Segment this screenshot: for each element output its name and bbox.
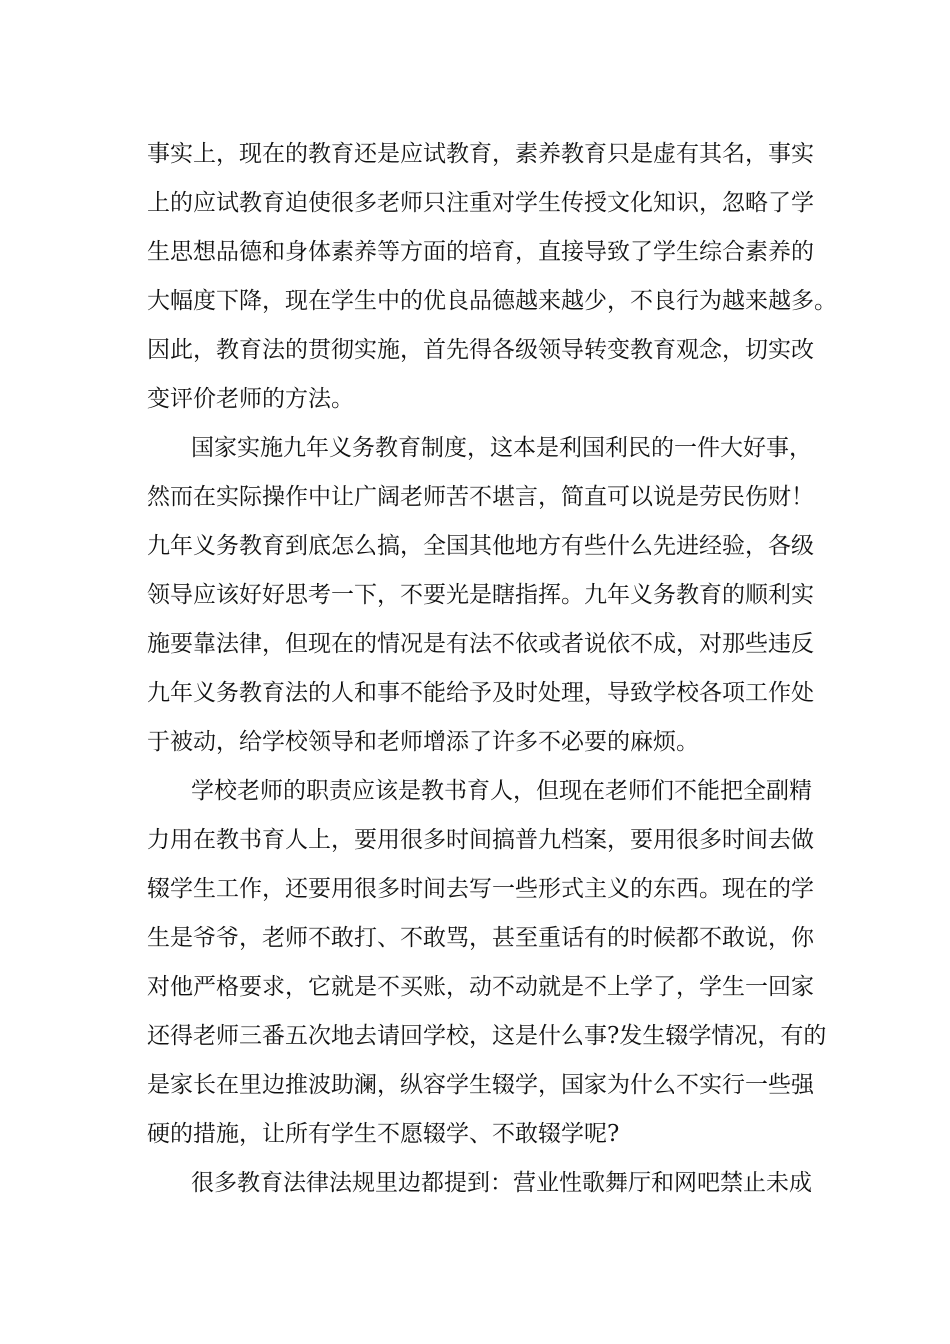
text-line: 辍学生工作，还要用很多时间去写一些形式主义的东西。现在的学 [147, 876, 814, 902]
text-line: 于被动，给学校领导和老师增添了许多不必要的麻烦。 [147, 729, 699, 755]
text-line: 很多教育法律法规里边都提到：营业性歌舞厅和网吧禁止未成 [191, 1170, 812, 1196]
text-line: 变评价老师的方法。 [147, 386, 354, 412]
text-line: 是家长在里边推波助澜，纵容学生辍学，国家为什么不实行一些强 [147, 1072, 814, 1098]
text-line: 九年义务教育法的人和事不能给予及时处理，导致学校各项工作处 [147, 680, 814, 706]
text-line: 还得老师三番五次地去请回学校，这是什么事?发生辍学情况，有的 [147, 1023, 827, 1049]
text-line: 生思想品德和身体素养等方面的培育，直接导致了学生综合素养的 [147, 239, 814, 265]
text-line: 上的应试教育迫使很多老师只注重对学生传授文化知识，忽略了学 [147, 190, 814, 216]
text-line: 九年义务教育到底怎么搞，全国其他地方有些什么先进经验，各级 [147, 533, 814, 559]
text-line: 领导应该好好思考一下，不要光是瞎指挥。九年义务教育的顺利实 [147, 582, 814, 608]
text-line: 生是爷爷，老师不敢打、不敢骂，甚至重话有的时候都不敢说，你 [147, 925, 814, 951]
text-line: 大幅度下降，现在学生中的优良品德越来越少，不良行为越来越多。 [147, 288, 837, 314]
body-text [147, 130, 837, 1208]
text-line: 学校老师的职责应该是教书育人，但现在老师们不能把全副精 [191, 778, 812, 804]
text-line: 施要靠法律，但现在的情况是有法不依或者说依不成，对那些违反 [147, 631, 814, 657]
text-line: 事实上，现在的教育还是应试教育，素养教育只是虚有其名，事实 [147, 141, 814, 167]
text-line: 国家实施九年义务教育制度，这本是利国利民的一件大好事， [191, 435, 812, 461]
text-line: 因此，教育法的贯彻实施，首先得各级领导转变教育观念，切实改 [147, 337, 814, 363]
text-line: 硬的措施，让所有学生不愿辍学、不敢辍学呢? [147, 1121, 620, 1147]
text-line: 力用在教书育人上，要用很多时间搞普九档案，要用很多时间去做 [147, 827, 814, 853]
text-line: 对他严格要求，它就是不买账，动不动就是不上学了，学生一回家 [147, 974, 814, 1000]
text-line: 然而在实际操作中让广阔老师苦不堪言，简直可以说是劳民伤财！ [147, 484, 814, 510]
